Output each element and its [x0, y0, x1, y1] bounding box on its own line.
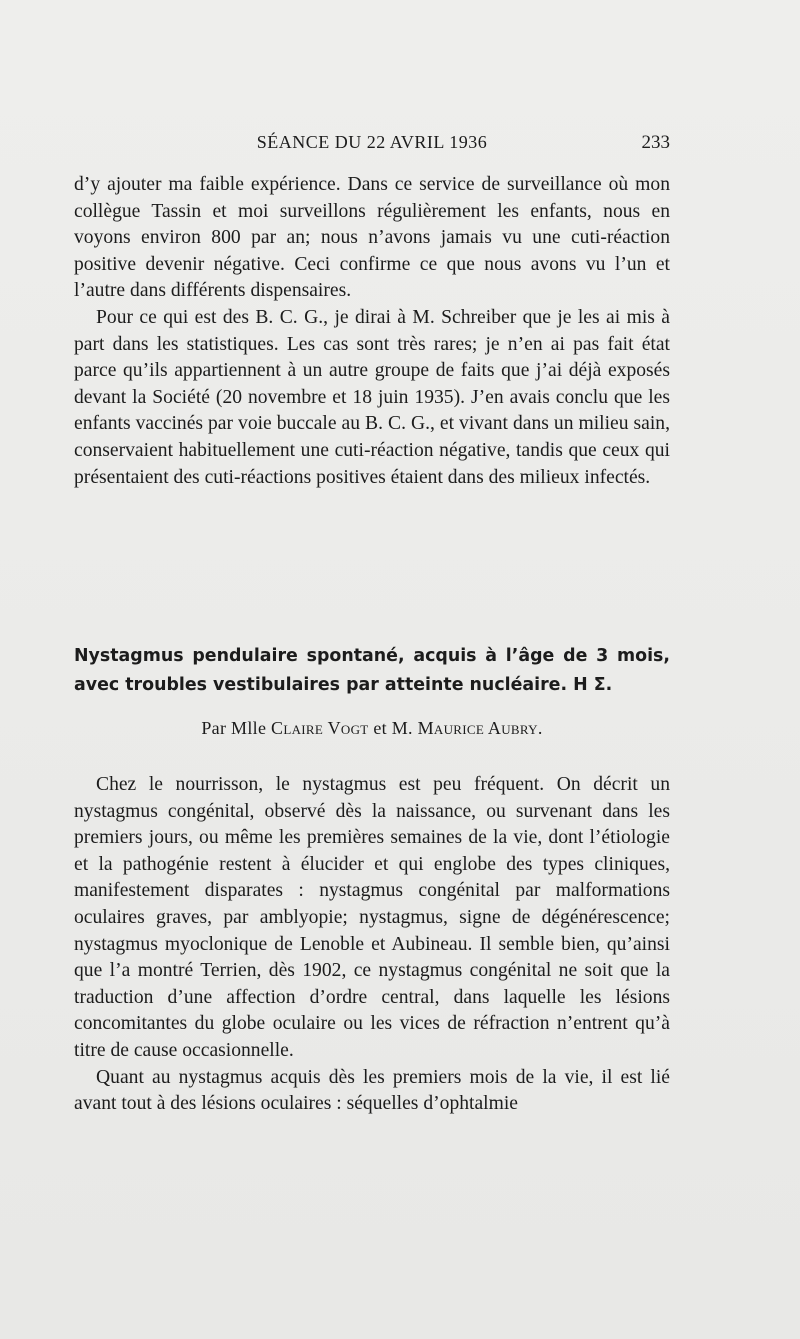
running-title: SÉANCE DU 22 AVRIL 1936	[256, 132, 488, 152]
article-title: Nystagmus pendulaire spontané, acquis à l’âge de 3 mois, avec troubles vestibulaires par atteinte nucléaire. H Σ.	[74, 646, 670, 695]
page-header	[74, 132, 670, 156]
page-number: 233	[641, 132, 670, 153]
authors-conjunction: et M.	[368, 718, 418, 738]
article-body	[74, 772, 670, 1118]
discussion-text	[74, 172, 670, 491]
authors-prefix: Par Mlle	[201, 718, 272, 738]
author-name: Maurice Aubry	[417, 718, 538, 738]
paragraph: Chez le nourrisson, le nystagmus est peu fréquent. On décrit un nystagmus congénital, observé dès la naissance, ou survenant dans les premiers jours, ou même les premières semaines de la vie, dont l’étiologie et la pathogénie restent à élucider et qui englobe des types cliniques, manifestement disparates : nystagmus congénital par malformations oculaires graves, par amblyopie; nystagmus, signe de dégénérescence; nystagmus myoclonique de Lenoble et Aubineau. Il semble bien, qu’ainsi que l’a montré Terrien, dès 1902, ce nystagmus congénital ne soit que la traduction d’une affection d’ordre central, dans laquelle les lésions concomitantes du globe oculaire ou les vices de réfraction n’entrent qu’à titre de cause occasionnelle.	[74, 774, 670, 1061]
article-authors	[74, 718, 670, 739]
author-name: Claire Vogt	[271, 718, 369, 738]
paragraph: d’y ajouter ma faible expérience. Dans ce service de surveillance où mon collègue Tassin et moi surveillons régulièrement les enfants, nous en voyons environ 800 par an; nous n’avons jamais vu une cuti-réaction positive devenir négative. Ceci confirme ce que nous avons vu l’un et l’autre dans différents dispensaires.	[74, 174, 670, 302]
paragraph: Pour ce qui est des B. C. G., je dirai à M. Schreiber que je les ai mis à part dans les statistiques. Les cas sont très rares; je n’en ai pas fait état parce qu’ils appartiennent à un autre groupe de faits que j’ai déjà exposés devant la Société (20 novembre et 18 juin 1935). J’en avais conclu que les enfants vaccinés par voie buccale au B. C. G., et vivant dans un milieu sain, conservaient habituellement une cuti-réaction négative, tandis que ceux qui présentaient des cuti-réactions positives étaient dans des milieux infectés.	[74, 306, 670, 488]
paragraph: Quant au nystagmus acquis dès les premiers mois de la vie, il est lié avant tout à des lésions oculaires : séquelles d’ophtalmie	[74, 1066, 670, 1115]
authors-suffix: .	[537, 718, 543, 738]
